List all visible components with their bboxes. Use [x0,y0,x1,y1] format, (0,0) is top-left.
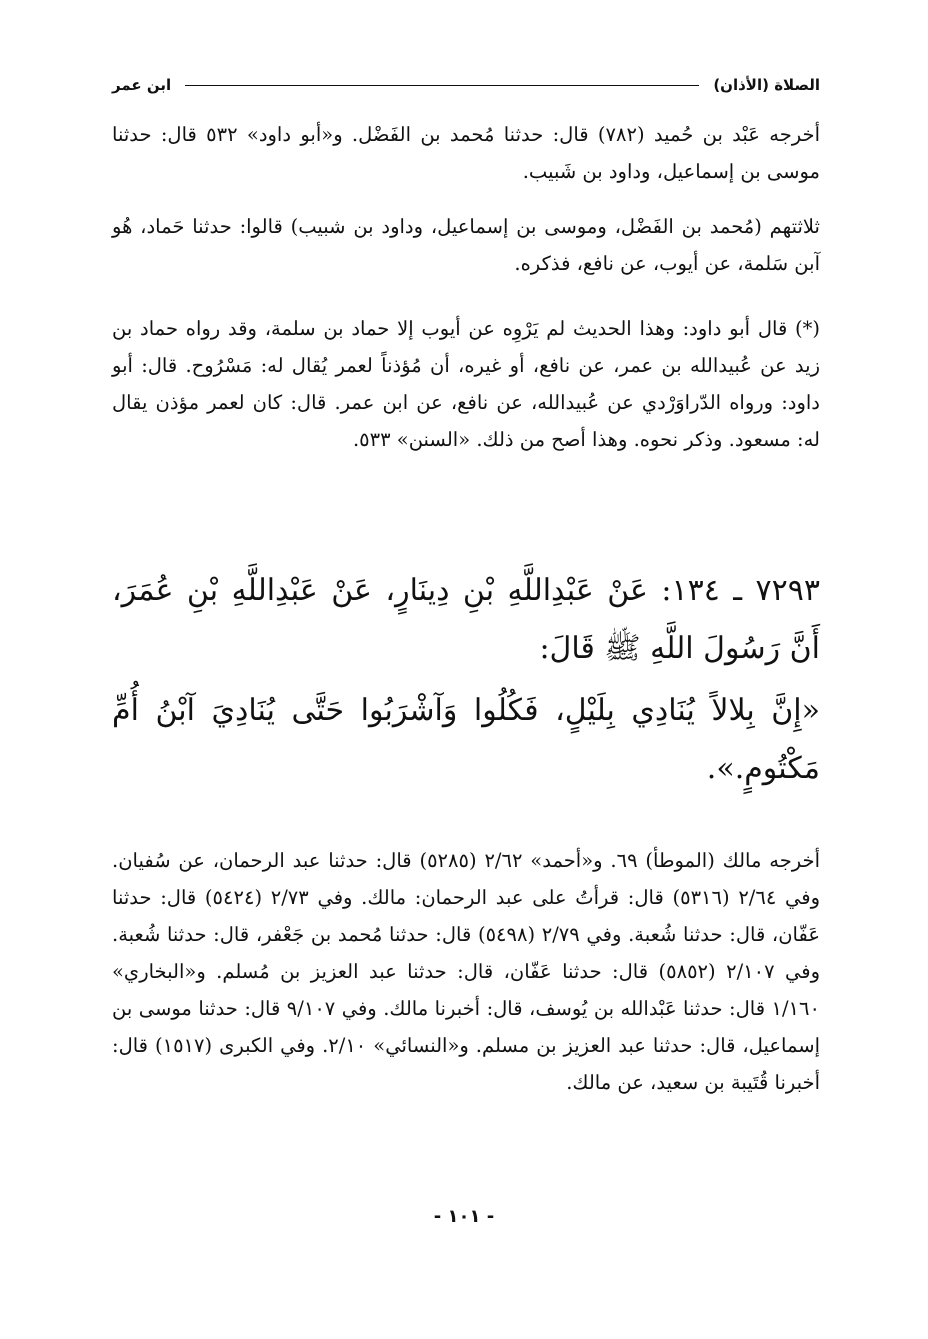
page-number: - ١٠١ - [433,1206,495,1227]
takhrij-paragraph-1: أخرجه عَبْد بن حُميد (٧٨٢) قال: حدثنا مُحمد بن الفَضْل. و«أبو داود» ٥٣٢ قال: حدثنا موسى بن إسماعيل، وداود بن شَبيب. [112,123,820,183]
header-chapter-title: الصلاة (الأذان) [713,76,820,94]
takhrij-sources: أخرجه مالك (الموطأ) ٦٩. و«أحمد» ٢/٦٢ (٥٢٨٥) قال: حدثنا عبد الرحمان، عن سُفيان. وفي ٢/٦٤ (٥٣١٦) قال: قرأتُ على عبد الرحمان: مالك. وفي ٢/٧٣ (٥٤٢٤) قال: حدثنا عَفّان، قال: حدثنا شُعبة. وفي ٢/٧٩ (٥٤٩٨) قال: حدثنا مُحمد بن جَعْفر، قال: حدثنا شُعبة. وفي ٢/١٠٧ (٥٨٥٢) قال: حدثنا عَفّان، قال: حدثنا عبد العزيز بن مُسلم. و«البخاري» ١/١٦٠ قال: حدثنا عَبْدالله بن يُوسف، قال: أخبرنا مالك. وفي ٩/١٠٧ قال: حدثنا موسى بن إسماعيل، قال: حدثنا عبد العزيز بن مسلم. و«النسائي» ٢/١٠. وفي الكبرى (١٥١٧) قال: أخبرنا قُتَيبة بن سعيد، عن مالك. [112,849,821,1094]
takhrij-paragraph-2: ثلاثتهم (مُحمد بن الفَضْل، وموسى بن إسماعيل، وداود بن شبيب) قالوا: حدثنا حَماد، هُو آبن سَلمة، عن أيوب، عن نافع، فذكره. [112,215,820,275]
abu-dawud-note: (*) قال أبو داود: وهذا الحديث لم يَرْوِه عن أيوب إلا حماد بن سلمة، وقد رواه حماد بن زيد عن عُبيدالله بن عمر، عن نافع، أو غيره، أن مُؤذناً لعمر يُقال له: مَسْرُوح. قال: أبو داود: ورواه الدّراوَرْدي عن عُبيدالله، عن نافع، عن ابن عمر. قال: كان لعمر مؤذن يقال له: مسعود. وذكر نحوه. وهذا أصح من ذلك. «السنن» ٥٣٣. [112,317,820,451]
header-narrator: ابن عمر [112,76,172,94]
hadith-isnad: ٧٢٩٣ ـ ١٣٤: عَنْ عَبْدِاللَّهِ بْنِ دِينَارٍ، عَنْ عَبْدِاللَّهِ بْنِ عُمَرَ، أَنَّ رَسُولَ اللَّهِ ﷺ قَالَ: [112,573,820,666]
running-header [112,70,820,100]
hadith-matn: «إِنَّ بِلالاً يُنَادِي بِلَيْلٍ، فَكُلُوا وَآشْرَبُوا حَتَّى يُنَادِيَ آبْنُ أُمِّ مَكْتُومٍ.». [112,693,820,786]
header-rule [185,85,699,86]
